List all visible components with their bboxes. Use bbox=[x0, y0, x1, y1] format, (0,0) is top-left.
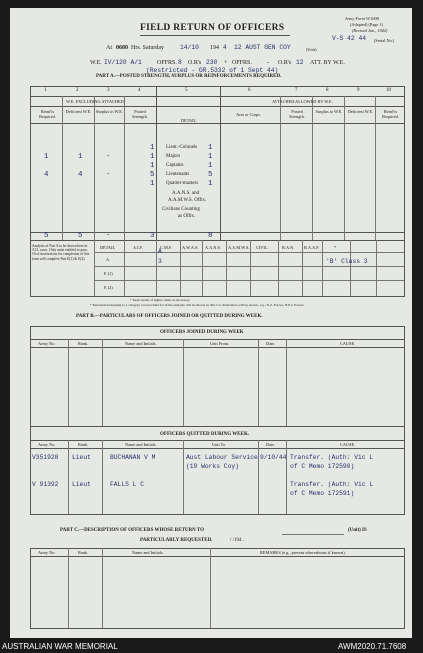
posted-r-1: 1 bbox=[208, 144, 213, 152]
at-label: At bbox=[106, 45, 112, 51]
col-num-9: 9 bbox=[357, 88, 360, 93]
col-num-8: 8 bbox=[326, 88, 329, 93]
rank-majors: Majors bbox=[166, 154, 181, 159]
form-sheet: Army Form W.3008 (Adapted) (Page 1) (Revised Jan., 1942) V-S 42 44 (Serial No.) FIELD RETURN OF OFFICERS At 0600 Hrs. Saturday 14/10 194 4 12 AUST GEN COY (Unit) W.E. IV/120 A/1 OFFRS. 8 O.R's 230 + OFFRS. - O.R's 12 ATT. BY W.E. (Restricted - GR.5332 of 1 Sept 44) PART A.—POSTED STRENGTH, SURPLUS OR REINFORCEMENTS REQUIRED. 1 2 3 4 5 6 7 8 9 10 W.E. EXCLUDING ATTACHED. ATTACHED ALLOWED BY W.E. DETAIL. Reinf'ts Required. Deficient W.E. Surplus to W.E. Posted Strength. Arm or Corps. Posted Strength. Surplus to W.E. Deficient W.E. Reinf'ts Required. Lieut.-Colonels Majors Captains Lieutenants Quarter-masters A.A.N.S. and A.A.M.W.S. Offrs. Civilians Counting as Offrs. 1 4 1 4 - - 1 1 1 5 1 1 1 1 5 1 5 5 - 3 8 Analysis of Part A to be shown here in ALL cases. Only units entitled to para. 10 of instructions for completion of this form will complete Part E(1) & E(2). DETAIL A.I.F. C.M.F. A.W.A.S. A.A.N.S. A.A.M.W.S. CIVIL. R.A.N. R.A.A.F. * A. E (1) E (2) A 3 'B' Class 3 * Insert detail of higher ranks as necessary. * Personnel belonging to a category not provided for in the analysis will be shown in this Col. Particulars will be shown, e.g., N.Z. Forces, N.E.I. Forces. PART B.—PARTICULARS OF OFFICERS JOINED OR QUITTED DURING WEEK. OFFICERS JOINED DURING WEEK Army No. Rank. Name and Initials. Unit From. Date. CAUSE. OFFICERS QUITTED DURING WEEK. Army No. Rank. Name and Initials. Unit To. Date. CAUSE. V351928 Lieut BUCHANAN V M Aust Labour Service (19 Works Coy) 9/10/44 Transfer. (Auth: Vic L of C Memo 172590) V 91392 Lieut FALLS L C Transfer. (Auth: Vic L of C Memo 172591) PART C.—DESCRIPTION OF OFFICERS WHOSE RETURN TO (Unit) IS PARTICULARLY REQUESTED. / /194 . Army No. Rank. Name and Initials. REMARKS (e.g., present whereabouts if known). bbox=[10, 8, 412, 638]
quit-row2-cause2: of C Memo 172591) bbox=[290, 490, 355, 497]
analysis-note: Analysis of Part A to be shown here in ALL cases. Only units entitled to para. 10 of instructions for completion of this form will complete Part E(1) & E(2). bbox=[32, 244, 90, 261]
col-num-10: 10 bbox=[386, 88, 391, 93]
col-num-1: 1 bbox=[44, 88, 47, 93]
hdr-posted-r: Posted Strength. bbox=[289, 109, 305, 119]
rank-civilians: Civilians Counting bbox=[162, 207, 200, 212]
quit-row1-rank: Lieut bbox=[72, 454, 91, 461]
part-c-heading: PART C.—DESCRIPTION OF OFFICERS WHOSE RETURN TO bbox=[60, 528, 205, 533]
def-lieut: 4 bbox=[78, 171, 83, 179]
hdr-surplus-r: Surplus to W.E. bbox=[315, 109, 343, 114]
detail-col-raaf: R.A.A.F. bbox=[304, 245, 320, 250]
posted-1: 1 bbox=[150, 144, 155, 152]
quit-col-cause: CAUSE. bbox=[340, 442, 356, 447]
serial-label: (Serial No.) bbox=[374, 38, 395, 43]
ors-value: 230 bbox=[206, 59, 218, 66]
posted-3: 1 bbox=[150, 162, 155, 170]
joined-col-date: Date. bbox=[266, 341, 276, 346]
quit-row2-cause: Transfer. (Auth: Vic L bbox=[290, 481, 374, 488]
posted-r-3: 1 bbox=[208, 162, 213, 170]
posted-5: 1 bbox=[150, 180, 155, 188]
revised-label: (Revised Jan., 1942) bbox=[352, 28, 388, 33]
joined-col-unit: Unit From. bbox=[210, 341, 230, 346]
rank-quartermasters: Quarter-masters bbox=[166, 181, 199, 186]
quit-row1-unit2: (19 Works Coy) bbox=[186, 463, 239, 470]
quit-row1-date: 9/10/44 bbox=[260, 454, 287, 461]
total-posted: 3 bbox=[150, 232, 155, 240]
col-num-7: 7 bbox=[295, 88, 298, 93]
detail-row-e2: E (2) bbox=[104, 285, 113, 290]
hdr-def-r: Deficient W.E. bbox=[347, 109, 374, 114]
detail-row-a: A. bbox=[106, 257, 111, 262]
rank-aans: A.A.N.S. and bbox=[172, 191, 200, 196]
att-label: ATT. BY W.E. bbox=[310, 60, 345, 66]
cmf-value: 3 bbox=[158, 258, 162, 265]
hrs-label: Hrs. Saturday bbox=[131, 45, 164, 51]
quit-row2-rank: Lieut bbox=[72, 481, 91, 488]
posted-r-4: 5 bbox=[208, 171, 213, 179]
particularly-label: PARTICULARLY REQUESTED. bbox=[140, 538, 213, 543]
reinf-majors: 1 bbox=[44, 153, 49, 161]
army-form-label: Army Form W.3008 bbox=[345, 16, 379, 21]
rank-as-offrs: as Offrs. bbox=[178, 214, 196, 219]
quit-row2-armyno: V 91392 bbox=[32, 481, 59, 488]
def-majors: 1 bbox=[78, 153, 83, 161]
total-surplus: - bbox=[106, 232, 111, 240]
footer-left: AUSTRALIAN WAR MEMORIAL bbox=[2, 642, 118, 651]
col-num-3: 3 bbox=[107, 88, 110, 93]
detail-col-awas: A.W.A.S. bbox=[182, 245, 199, 250]
hdr-surplus: Surplus to W.E. bbox=[96, 109, 123, 114]
quit-row1-unit: Aust Labour Service bbox=[186, 454, 258, 461]
rank-aamws: A.A.M.W.S. Offrs. bbox=[168, 198, 206, 203]
offrs2-label: OFFRS. bbox=[232, 60, 252, 66]
quitted-heading: OFFICERS QUITTED DURING WEEK. bbox=[160, 432, 250, 437]
hdr-def: Deficient W.E. bbox=[65, 109, 92, 114]
aif-value: A bbox=[158, 248, 162, 255]
detail-row-e1: E (1) bbox=[104, 271, 113, 276]
we-label: W.E. bbox=[90, 60, 102, 66]
detail-col-cmf: C.M.F. bbox=[160, 245, 172, 250]
footnote-2: * Personnel belonging to a category not provided for in the analysis will be shown in this Col. Particulars will be shown, e.g., N.Z. Forces, N.E.I. Forces. bbox=[90, 303, 305, 307]
joined-col-cause: CAUSE. bbox=[340, 341, 356, 346]
detail-col-star: * bbox=[334, 245, 337, 250]
total-reinf: 5 bbox=[44, 232, 49, 240]
col-num-4: 4 bbox=[138, 88, 141, 93]
hdr-posted: Posted Strength. bbox=[132, 109, 148, 119]
joined-col-rank: Rank. bbox=[78, 341, 89, 346]
surplus-majors: - bbox=[106, 153, 111, 161]
footnote-1: * Insert detail of higher ranks as necessary. bbox=[130, 298, 191, 302]
part-a-heading: PART A.—POSTED STRENGTH, SURPLUS OR REINFORCEMENTS REQUIRED. bbox=[96, 74, 282, 79]
c-col-name: Name and Initials. bbox=[132, 550, 164, 555]
ors-label: O.R's bbox=[188, 60, 202, 66]
quit-col-armyno: Army No. bbox=[38, 442, 56, 447]
detail-header: DETAIL. bbox=[181, 118, 198, 123]
detail-col-aif: A.I.F. bbox=[133, 245, 143, 250]
restricted-note: (Restricted - GR.5332 of 1 Sept 44) bbox=[146, 67, 279, 74]
quit-row1-armyno: V351928 bbox=[32, 454, 59, 461]
detail-col-detail: DETAIL bbox=[100, 245, 116, 250]
quit-row2-name: FALLS L C bbox=[110, 481, 145, 488]
ors2-value: 12 bbox=[296, 59, 304, 66]
quit-row1-cause2: of C Memo 172590) bbox=[290, 463, 355, 470]
joined-col-armyno: Army No. bbox=[38, 341, 56, 346]
unit-is-label: (Unit) IS bbox=[348, 528, 367, 533]
quit-row1-name: BUCHANAN V M bbox=[110, 454, 156, 461]
hdr-reinf-r: Reinf'ts Required. bbox=[382, 109, 399, 119]
c-col-armyno: Army No. bbox=[38, 550, 56, 555]
col-num-2: 2 bbox=[76, 88, 79, 93]
unit-value: 12 AUST GEN COY bbox=[234, 44, 291, 51]
c-col-remarks: REMARKS (e.g., present whereabouts if known). bbox=[260, 550, 346, 555]
posted-r-5: 1 bbox=[208, 180, 213, 188]
detail-col-civil: CIVIL. bbox=[256, 245, 269, 250]
joined-col-name: Name and Initials. bbox=[125, 341, 157, 346]
quit-col-rank: Rank. bbox=[78, 442, 89, 447]
class-value: 'B' Class 3 bbox=[326, 258, 368, 265]
year-value: 4 bbox=[223, 44, 227, 51]
col-num-6: 6 bbox=[248, 88, 251, 93]
reinf-lieut: 4 bbox=[44, 171, 49, 179]
posted-4: 5 bbox=[150, 171, 155, 179]
offrs-label: OFFRS. bbox=[157, 60, 177, 66]
rank-lieutenants: Lieutenants bbox=[166, 172, 190, 177]
quit-col-date: Date. bbox=[266, 442, 276, 447]
part-c-date: / /194 . bbox=[230, 538, 245, 543]
we-excl-header: W.E. EXCLUDING ATTACHED. bbox=[66, 99, 125, 104]
at-value: 0600 bbox=[116, 45, 128, 51]
att-allowed-header: ATTACHED ALLOWED BY W.E. bbox=[272, 99, 333, 104]
rank-lieut-colonels: Lieut.-Colonels bbox=[166, 145, 198, 150]
detail-col-ran: R.A.N. bbox=[282, 245, 295, 250]
detail-col-aans: A.A.N.S. bbox=[205, 245, 221, 250]
adapted-label: (Adapted) (Page 1) bbox=[350, 22, 383, 27]
year-prefix: 194 bbox=[210, 45, 219, 51]
detail-col-aamws: A.A.M.W.S. bbox=[228, 245, 250, 250]
total-def: 5 bbox=[78, 232, 83, 240]
joined-heading: OFFICERS JOINED DURING WEEK bbox=[160, 330, 244, 335]
hdr-arm: Arm or Corps. bbox=[236, 112, 261, 117]
part-b-heading: PART B.—PARTICULARS OF OFFICERS JOINED OR QUITTED DURING WEEK. bbox=[76, 314, 263, 319]
ors2-label: O.R's bbox=[278, 60, 292, 66]
posted-r-2: 1 bbox=[208, 153, 213, 161]
footer-bar bbox=[0, 640, 423, 653]
quit-col-unit: Unit To. bbox=[212, 442, 227, 447]
unit-label: (Unit) bbox=[306, 47, 317, 52]
offrs2-value: - bbox=[266, 59, 270, 66]
surplus-lieut: - bbox=[106, 171, 111, 179]
c-col-rank: Rank. bbox=[78, 550, 89, 555]
date-value: 14/10 bbox=[180, 44, 199, 51]
rank-captains: Captains bbox=[166, 163, 184, 168]
col-num-5: 5 bbox=[185, 88, 188, 93]
hdr-reinf: Reinf'ts Required. bbox=[39, 109, 56, 119]
page-title: FIELD RETURN OF OFFICERS bbox=[140, 23, 285, 33]
quit-col-name: Name and Initials. bbox=[125, 442, 157, 447]
serial-value: V-S 42 44 bbox=[332, 35, 367, 42]
posted-2: 1 bbox=[150, 153, 155, 161]
footer-right: AWM2020.71.7608 bbox=[338, 642, 407, 651]
offrs-value: 8 bbox=[178, 59, 182, 66]
we-value: IV/120 A/1 bbox=[104, 59, 142, 66]
quit-row1-cause: Transfer. (Auth: Vic L bbox=[290, 454, 374, 461]
total-posted-r: 8 bbox=[208, 232, 213, 240]
